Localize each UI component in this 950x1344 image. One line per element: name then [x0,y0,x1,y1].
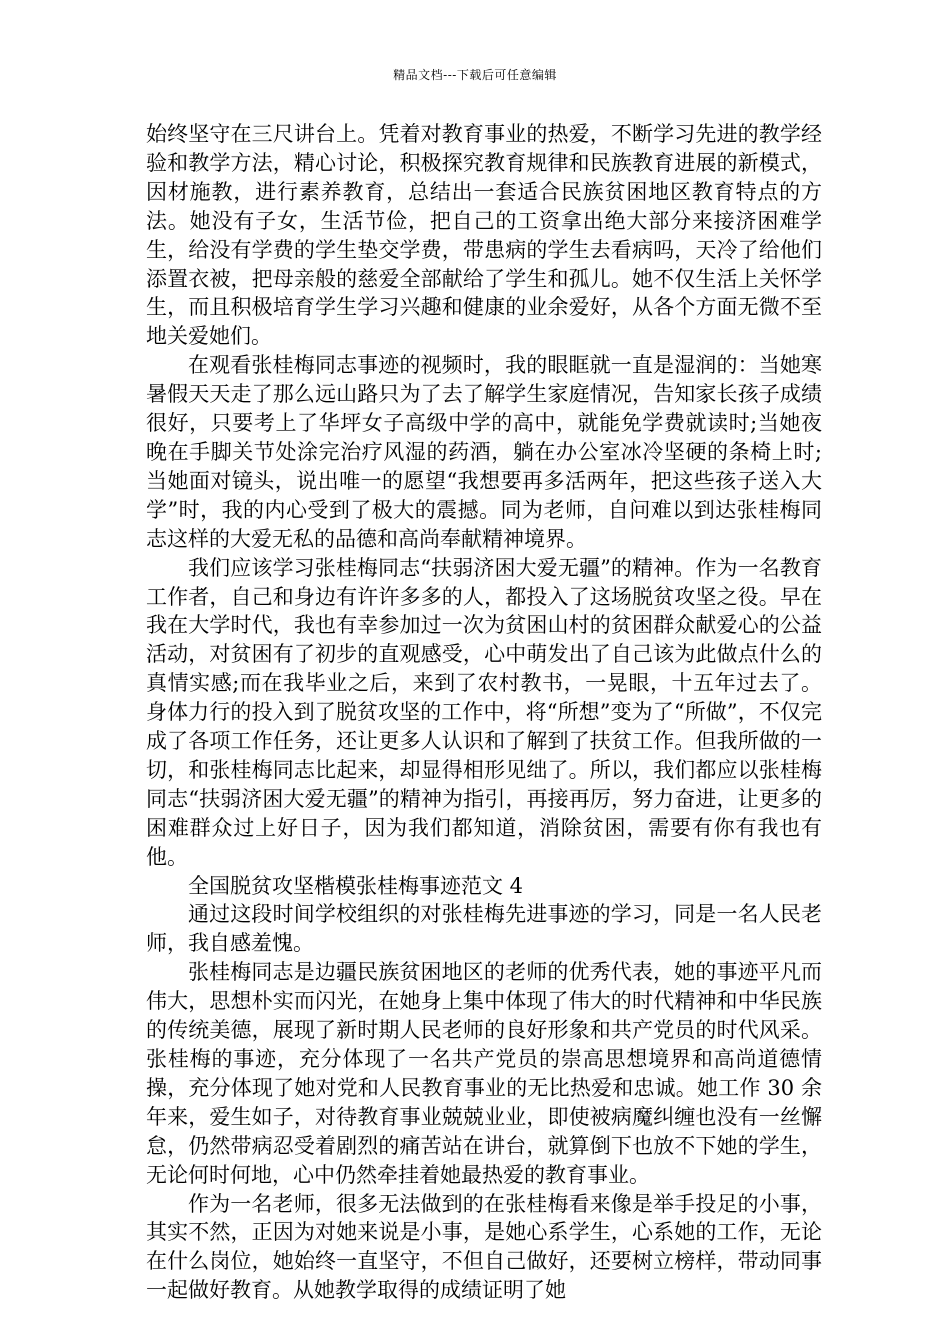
paragraph-spirit: 我们应该学习张桂梅同志“扶弱济困大爱无疆”的精神。作为一名教育工作者，自己和身边有许许多多的人，都投入了这场脱贫攻坚之役。早在我在大学时代，我也有幸参加过一次为贫困山村的贫困群众献爱心的公益活动，对贫困有了初步的直观感受，心中萌发出了自己该为此做点什么的真情实感;而在我毕业之后，来到了农村教书，一晃眼，十五年过去了。身体力行的投入到了脱贫攻坚的工作中，将“所想”变为了“所做”，不仅完成了各项工作任务，还让更多人认识和了解到了扶贫工作。但我所做的一切，和张桂梅同志比起来，却显得相形见绌了。所以，我们都应以张桂梅同志“扶弱济困大爱无疆”的精神为指引，再接再厉，努力奋进，让更多的困难群众过上好日子，因为我们都知道，消除贫困，需要有你有我也有他。 [146,555,822,869]
paragraph-representative: 张桂梅同志是边疆民族贫困地区的老师的优秀代表，她的事迹平凡而伟大，思想朴实而闪光，在她身上集中体现了伟大的时代精神和中华民族的传统美德，展现了新时期人民老师的良好形象和共产党员的时代风采。张桂梅的事迹，充分体现了一名共产党员的崇高思想境界和高尚道德情操，充分体现了她对党和人民教育事业的无比热爱和忠诚。她工作 30 余年来，爱生如子，对待教育事业兢兢业业，即使被病魔纠缠也没有一丝懈怠，仍然带病忍受着剧烈的痛苦站在讲台，就算倒下也放不下她的学生，无论何时何地，心中仍然牵挂着她最热爱的教育事业。 [146,960,822,1187]
document-body [146,120,822,1305]
page-header: 精品文档---下载后可任意编辑 [393,68,557,82]
paragraph-continuation: 始终坚守在三尺讲台上。凭着对教育事业的热爱，不断学习先进的教学经验和教学方法，精心讨论，积极探究教育规律和民族教育进展的新模式，因材施教，进行素养教育，总结出一套适合民族贫困地区教育特点的方法。她没有子女，生活节俭，把自己的工资拿出绝大部分来接济困难学生，给没有学费的学生垫交学费，带患病的学生去看病吗，天冷了给他们添置衣被，把母亲般的慈爱全部献给了学生和孤儿。她不仅生活上关怀学生，而且积极培育学生学习兴趣和健康的业余爱好，从各个方面无微不至地关爱她们。 [146,122,822,349]
paragraph-intro: 通过这段时间学校组织的对张桂梅先进事迹的学习，同是一名人民老师，我自感羞愧。 [146,902,822,956]
paragraph-video-reflection: 在观看张桂梅同志事迹的视频时，我的眼眶就一直是湿润的：当她寒暑假天天走了那么远山路只为了去了解学生家庭情况，告知家长孩子成绩很好，只要考上了华坪女子高级中学的高中，就能免学费就读时;当她夜晚在手脚关节处涂完治疗风湿的药酒，躺在办公室冰冷坚硬的条椅上时;当她面对镜头，说出唯一的愿望“我想要再多活两年，把这些孩子送入大学”时，我的内心受到了极大的震撼。同为老师，自问难以到达张桂梅同志这样的大爱无私的品德和高尚奉献精神境界。 [146,353,822,551]
paragraph-teacher: 作为一名老师，很多无法做到的在张桂梅看来像是举手投足的小事，其实不然，正因为对她来说是小事，是她心系学生，心系她的工作，无论在什么岗位，她始终一直坚守，不但自己做好，还要树立榜样，带动同事一起做好教育。从她教学取得的成绩证明了她 [146,1191,822,1303]
section-heading: 全国脱贫攻坚楷模张桂梅事迹范文 4 [188,873,524,898]
